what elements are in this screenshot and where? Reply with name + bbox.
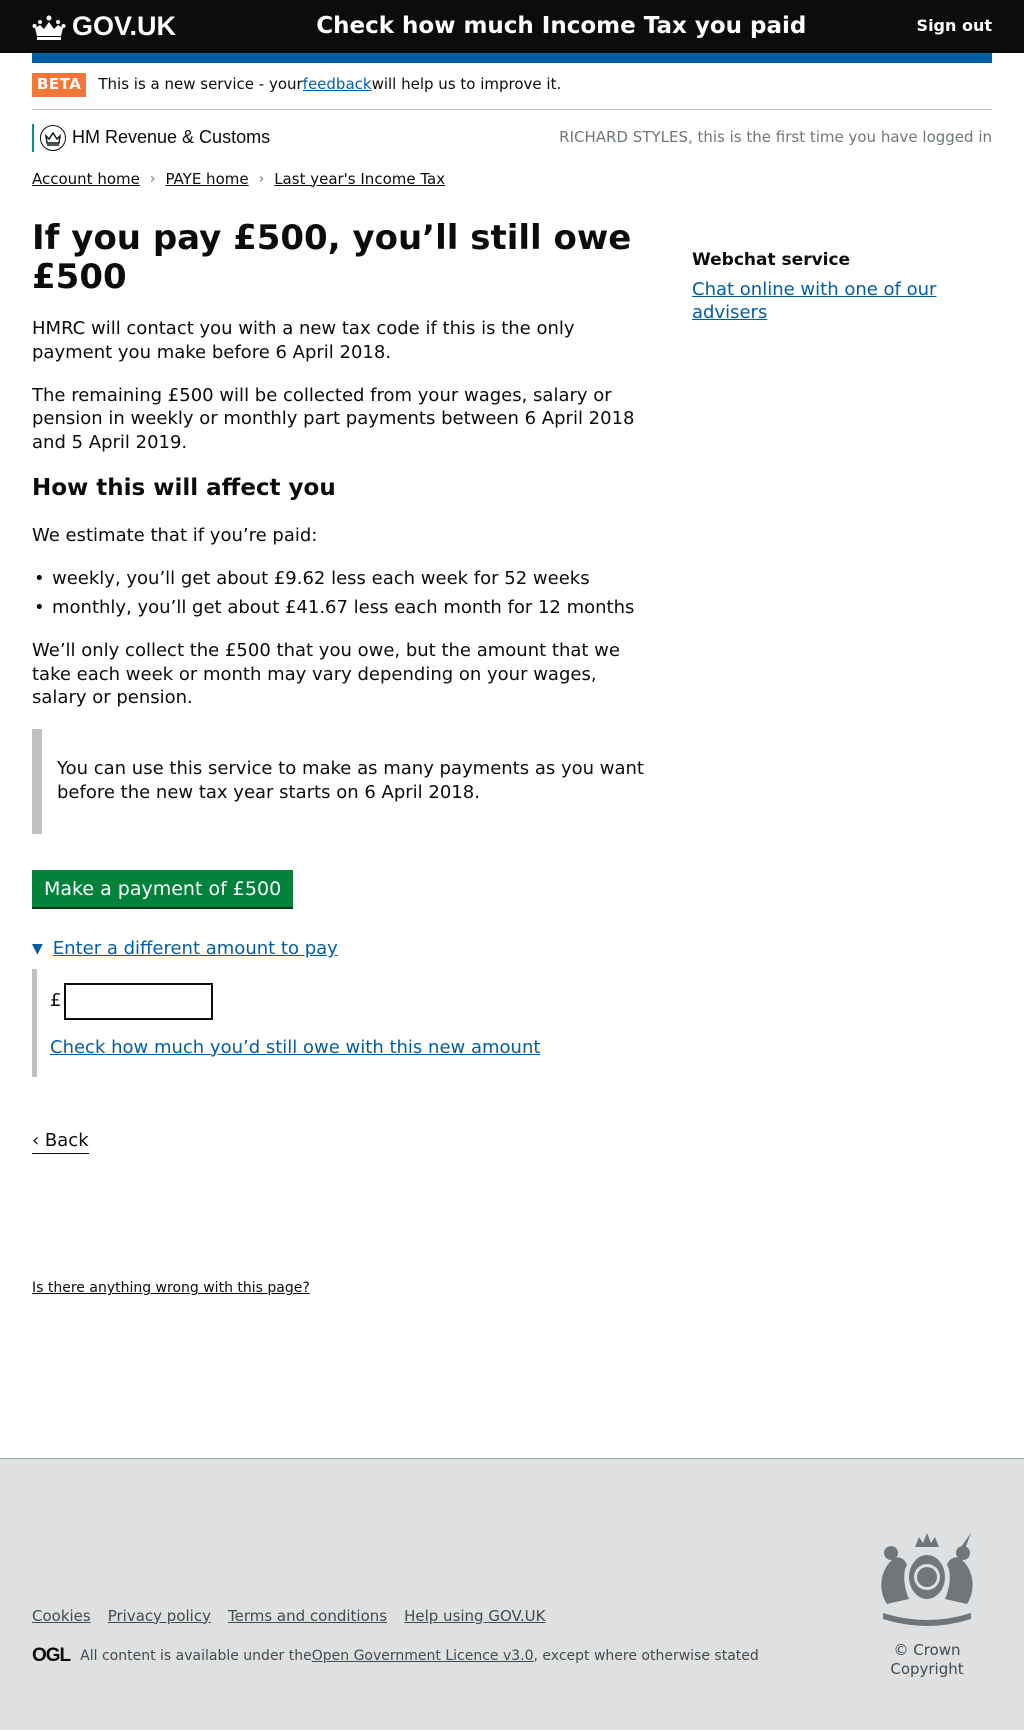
- webchat-link[interactable]: Chat online with one of our advisers: [692, 279, 937, 324]
- estimate-list: [32, 567, 652, 619]
- royal-coat-of-arms-icon: [867, 1529, 987, 1629]
- webchat-title: Webchat service: [692, 250, 851, 270]
- footer-links: [32, 1607, 562, 1627]
- inset-text: [32, 729, 652, 834]
- main-column: [32, 189, 652, 1458]
- org-name: HM Revenue & Customs: [72, 126, 271, 147]
- remaining-paragraph: The remaining £500 will be collected from your wages, salary or pension in weekly or monthly part payments between 6 April 2018 and 5 April 2019.: [32, 384, 635, 453]
- currency-symbol: £: [50, 990, 62, 1012]
- page-title: If you pay £500, you’ll still owe £500: [32, 218, 632, 298]
- amount-input[interactable]: [64, 983, 213, 1020]
- header-blue-bar: [32, 53, 992, 63]
- make-payment-button[interactable]: Make a payment of £500: [32, 870, 293, 907]
- breadcrumb-last-years-income-tax[interactable]: Last year's Income Tax: [274, 169, 446, 188]
- govuk-logo-link[interactable]: [32, 9, 176, 44]
- chevron-right-icon: ›: [258, 170, 265, 187]
- crown-copyright: © Crown Copyright: [890, 1640, 964, 1679]
- effect-heading: How this will affect you: [32, 475, 336, 502]
- phase-text-before: This is a new service - your: [98, 75, 303, 93]
- footer-link-cookies[interactable]: Cookies: [32, 1606, 91, 1625]
- footer-link-privacy[interactable]: Privacy policy: [107, 1606, 211, 1625]
- royal-arms: [862, 1529, 992, 1680]
- logo-text: GOV.UK: [72, 10, 177, 41]
- breadcrumb-account-home[interactable]: Account home: [32, 169, 140, 188]
- site-header: [0, 0, 1024, 53]
- triangle-down-icon: ▼: [32, 940, 43, 957]
- service-name[interactable]: Check how much Income Tax you paid: [316, 12, 807, 39]
- login-note: RICHARD STYLES, this is the first time you have logged in: [559, 127, 992, 146]
- footer-link-help[interactable]: Help using GOV.UK: [404, 1606, 546, 1625]
- site-footer: [0, 1458, 1024, 1730]
- sign-out-link[interactable]: Sign out: [916, 16, 992, 36]
- crown-icon: [32, 14, 66, 40]
- feedback-link[interactable]: feedback: [302, 75, 372, 93]
- tax-code-paragraph: HMRC will contact you with a new tax code if this is the only payment you make before 6 April 2018.: [32, 318, 575, 363]
- breadcrumb: [32, 170, 992, 190]
- chevron-right-icon: ›: [149, 170, 156, 187]
- back-link[interactable]: ‹ Back: [32, 1129, 89, 1154]
- org-bar: [32, 110, 992, 152]
- phase-banner: [32, 63, 992, 110]
- different-amount-summary[interactable]: [32, 937, 652, 960]
- estimate-intro: We estimate that if you’re paid:: [32, 525, 318, 547]
- footer-link-terms[interactable]: Terms and conditions: [227, 1606, 388, 1625]
- different-amount-link[interactable]: Enter a different amount to pay: [52, 938, 338, 960]
- amount-row: [50, 983, 652, 1020]
- hmrc-crest-icon: [40, 125, 66, 151]
- check-new-amount-link[interactable]: Check how much you’d still owe with this new amount: [50, 1036, 541, 1058]
- inset-paragraph: You can use this service to make as many payments as you want before the new tax year starts on 6 April 2018.: [57, 758, 644, 803]
- beta-tag: BETA: [32, 73, 86, 97]
- hmrc-brand: [32, 124, 270, 152]
- licence-statement: [32, 1644, 759, 1669]
- licence-text-before: All content is available under the: [80, 1647, 312, 1664]
- list-item-weekly: • weekly, you’ll get about £9.62 less each week for 52 weeks: [52, 567, 652, 590]
- sidebar: [692, 189, 992, 1458]
- ogl-logo: OGL: [32, 1644, 71, 1666]
- main-content: [32, 189, 992, 1458]
- breadcrumb-paye-home[interactable]: PAYE home: [165, 169, 249, 188]
- collection-paragraph: We’ll only collect the £500 that you owe, but the amount that we take each week or month may vary depending on your wages, salary or pension.: [32, 640, 620, 708]
- phase-text-after: will help us to improve it.: [371, 75, 562, 93]
- different-amount-panel: [32, 969, 652, 1077]
- report-problem-link[interactable]: Is there anything wrong with this page?: [32, 1280, 310, 1297]
- licence-text-after: , except where otherwise stated: [533, 1647, 759, 1664]
- ogl-licence-link[interactable]: Open Government Licence v3.0: [311, 1647, 534, 1664]
- list-item-monthly: • monthly, you’ll get about £41.67 less each month for 12 months: [52, 596, 652, 619]
